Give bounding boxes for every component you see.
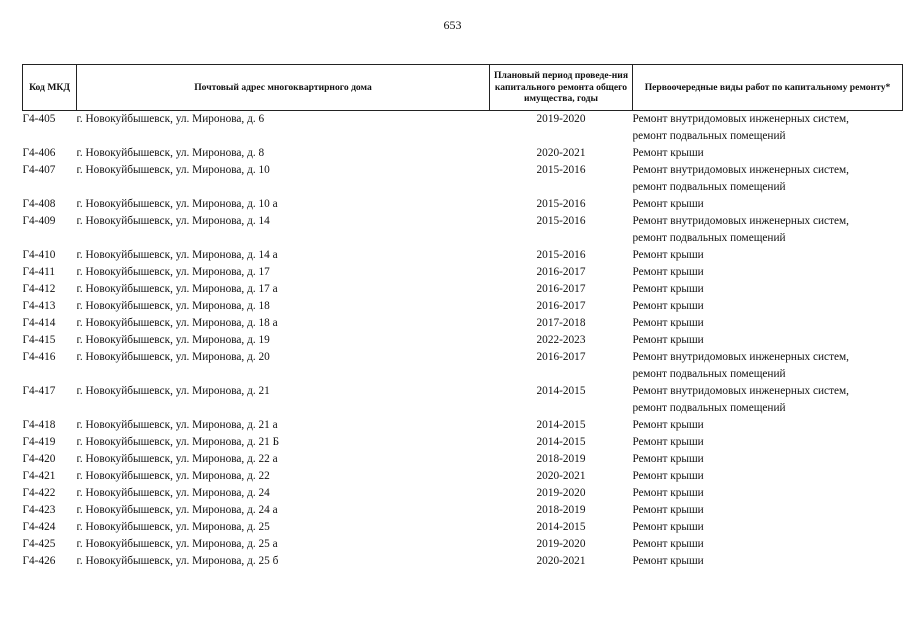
period-cell: 2019-2020	[536, 487, 586, 499]
works-cell	[633, 519, 903, 536]
period-cell: 2020-2021	[536, 555, 586, 567]
mkd-code-cell: Г4-413	[22, 300, 56, 312]
table-row	[23, 485, 903, 502]
address-cell: г. Новокуйбышевск, ул. Миронова, д. 25 б	[76, 555, 279, 567]
header-period: Плановый период проведе-ния капитального ремонта общего имущества, годы	[490, 65, 633, 111]
works-line: Ремонт крыши	[632, 521, 704, 533]
address-cell: г. Новокуйбышевск, ул. Миронова, д. 20	[76, 351, 270, 363]
table-row	[23, 468, 903, 485]
works-cell	[633, 451, 903, 468]
works-line: Ремонт внутридомовых инженерных систем,	[632, 113, 849, 125]
works-cell	[633, 434, 903, 451]
address-cell: г. Новокуйбышевск, ул. Миронова, д. 25 а	[76, 538, 278, 550]
period-cell: 2016-2017	[536, 351, 586, 363]
table-row	[23, 145, 903, 162]
works-cell	[633, 536, 903, 553]
mkd-code-cell: Г4-419	[22, 436, 56, 448]
works-line: Ремонт внутридомовых инженерных систем,	[632, 385, 849, 397]
period-cell: 2015-2016	[536, 198, 586, 210]
works-line: ремонт подвальных помещений	[632, 130, 786, 142]
table-row	[23, 536, 903, 553]
mkd-code-cell: Г4-420	[22, 453, 56, 465]
period-cell: 2020-2021	[536, 470, 586, 482]
address-cell: г. Новокуйбышевск, ул. Миронова, д. 18	[76, 300, 270, 312]
works-line: Ремонт крыши	[632, 249, 704, 261]
period-cell: 2020-2021	[536, 147, 586, 159]
table-row	[23, 417, 903, 434]
address-cell: г. Новокуйбышевск, ул. Миронова, д. 25	[76, 521, 270, 533]
works-cell	[633, 247, 903, 264]
works-cell	[633, 332, 903, 349]
works-line: Ремонт крыши	[632, 300, 704, 312]
mkd-code-cell: Г4-406	[22, 147, 56, 159]
table-row	[23, 298, 903, 315]
works-line: Ремонт крыши	[632, 198, 704, 210]
mkd-code-cell: Г4-414	[22, 317, 56, 329]
address-cell: г. Новокуйбышевск, ул. Миронова, д. 24 а	[76, 504, 278, 516]
table-row	[23, 264, 903, 281]
works-cell	[633, 196, 903, 213]
works-line: ремонт подвальных помещений	[632, 232, 786, 244]
works-cell	[633, 111, 903, 146]
table-row	[23, 315, 903, 332]
header-row	[23, 65, 903, 111]
mkd-code-cell: Г4-422	[22, 487, 56, 499]
address-cell: г. Новокуйбышевск, ул. Миронова, д. 10 а	[76, 198, 278, 210]
works-cell	[633, 468, 903, 485]
address-cell: г. Новокуйбышевск, ул. Миронова, д. 8	[76, 147, 265, 159]
period-cell: 2016-2017	[536, 283, 586, 295]
table-row	[23, 434, 903, 451]
mkd-code-cell: Г4-424	[22, 521, 56, 533]
works-cell	[633, 281, 903, 298]
works-line: Ремонт внутридомовых инженерных систем,	[632, 164, 849, 176]
address-cell: г. Новокуйбышевск, ул. Миронова, д. 21 Б	[76, 436, 280, 448]
table-row	[23, 162, 903, 196]
works-line: Ремонт крыши	[632, 147, 704, 159]
works-line: ремонт подвальных помещений	[632, 402, 786, 414]
table-row	[23, 247, 903, 264]
address-cell: г. Новокуйбышевск, ул. Миронова, д. 14 а	[76, 249, 278, 261]
works-line: Ремонт крыши	[632, 436, 704, 448]
mkd-code-cell: Г4-407	[22, 164, 56, 176]
mkd-code-cell: Г4-423	[22, 504, 56, 516]
period-cell: 2015-2016	[536, 249, 586, 261]
works-cell	[633, 349, 903, 383]
table-row	[23, 502, 903, 519]
period-cell: 2016-2017	[536, 266, 586, 278]
works-cell	[633, 315, 903, 332]
mkd-code-cell: Г4-417	[22, 385, 56, 397]
works-cell	[633, 213, 903, 247]
address-cell: г. Новокуйбышевск, ул. Миронова, д. 17 а	[76, 283, 278, 295]
mkd-code-cell: Г4-425	[22, 538, 56, 550]
address-cell: г. Новокуйбышевск, ул. Миронова, д. 21	[76, 385, 270, 397]
mkd-code-cell: Г4-405	[22, 113, 56, 125]
mkd-code-cell: Г4-421	[22, 470, 56, 482]
table-body	[23, 111, 903, 571]
works-cell	[633, 383, 903, 417]
table-row	[23, 451, 903, 468]
period-cell: 2019-2020	[536, 538, 586, 550]
period-cell: 2022-2023	[536, 334, 586, 346]
works-line: Ремонт крыши	[632, 419, 704, 431]
mkd-code-cell: Г4-415	[22, 334, 56, 346]
works-cell	[633, 298, 903, 315]
mkd-code-cell: Г4-409	[22, 215, 56, 227]
works-cell	[633, 502, 903, 519]
period-cell: 2016-2017	[536, 300, 586, 312]
period-cell: 2019-2020	[536, 113, 586, 125]
period-cell: 2014-2015	[536, 419, 586, 431]
address-cell: г. Новокуйбышевск, ул. Миронова, д. 18 а	[76, 317, 278, 329]
table-row	[23, 281, 903, 298]
works-line: Ремонт крыши	[632, 470, 704, 482]
address-cell: г. Новокуйбышевск, ул. Миронова, д. 10	[76, 164, 270, 176]
mkd-code-cell: Г4-416	[22, 351, 56, 363]
works-line: ремонт подвальных помещений	[632, 181, 786, 193]
address-cell: г. Новокуйбышевск, ул. Миронова, д. 24	[76, 487, 270, 499]
table-header	[23, 65, 903, 111]
table-row	[23, 553, 903, 570]
works-line: Ремонт крыши	[632, 283, 704, 295]
mkd-code-cell: Г4-411	[22, 266, 55, 278]
period-cell: 2015-2016	[536, 215, 586, 227]
address-cell: г. Новокуйбышевск, ул. Миронова, д. 17	[76, 266, 270, 278]
works-line: Ремонт крыши	[632, 555, 704, 567]
period-cell: 2017-2018	[536, 317, 586, 329]
page-number: 653	[443, 18, 462, 32]
table-row	[23, 196, 903, 213]
address-cell: г. Новокуйбышевск, ул. Миронова, д. 22	[76, 470, 270, 482]
table-row	[23, 332, 903, 349]
works-line: ремонт подвальных помещений	[632, 368, 786, 380]
mkd-code-cell: Г4-418	[22, 419, 56, 431]
housing-registry-table	[22, 64, 903, 570]
mkd-code-cell: Г4-426	[22, 555, 56, 567]
works-line: Ремонт внутридомовых инженерных систем,	[632, 215, 849, 227]
table-row	[23, 519, 903, 536]
works-line: Ремонт крыши	[632, 487, 704, 499]
address-cell: г. Новокуйбышевск, ул. Миронова, д. 6	[76, 113, 265, 125]
mkd-code-cell: Г4-408	[22, 198, 56, 210]
mkd-code-cell: Г4-412	[22, 283, 56, 295]
works-cell	[633, 553, 903, 570]
address-cell: г. Новокуйбышевск, ул. Миронова, д. 21 а	[76, 419, 278, 431]
period-cell: 2014-2015	[536, 385, 586, 397]
works-cell	[633, 485, 903, 502]
works-line: Ремонт крыши	[632, 334, 704, 346]
works-line: Ремонт крыши	[632, 453, 704, 465]
header-address: Почтовый адрес многоквартирного дома	[77, 65, 490, 111]
works-cell	[633, 145, 903, 162]
works-cell	[633, 417, 903, 434]
works-line: Ремонт крыши	[632, 504, 704, 516]
period-cell: 2018-2019	[536, 504, 586, 516]
works-cell	[633, 162, 903, 196]
table-row	[23, 349, 903, 383]
address-cell: г. Новокуйбышевск, ул. Миронова, д. 19	[76, 334, 270, 346]
table-row	[23, 213, 903, 247]
works-line: Ремонт крыши	[632, 538, 704, 550]
mkd-code-cell: Г4-410	[22, 249, 56, 261]
works-line: Ремонт крыши	[632, 317, 704, 329]
table-row	[23, 111, 903, 146]
address-cell: г. Новокуйбышевск, ул. Миронова, д. 14	[76, 215, 270, 227]
works-line: Ремонт внутридомовых инженерных систем,	[632, 351, 849, 363]
period-cell: 2014-2015	[536, 521, 586, 533]
header-works: Первоочередные виды работ по капитальному ремонту*	[633, 65, 903, 111]
period-cell: 2015-2016	[536, 164, 586, 176]
address-cell: г. Новокуйбышевск, ул. Миронова, д. 22 а	[76, 453, 278, 465]
header-code: Код МКД	[23, 65, 77, 111]
period-cell: 2014-2015	[536, 436, 586, 448]
table-row	[23, 383, 903, 417]
works-line: Ремонт крыши	[632, 266, 704, 278]
works-cell	[633, 264, 903, 281]
period-cell: 2018-2019	[536, 453, 586, 465]
